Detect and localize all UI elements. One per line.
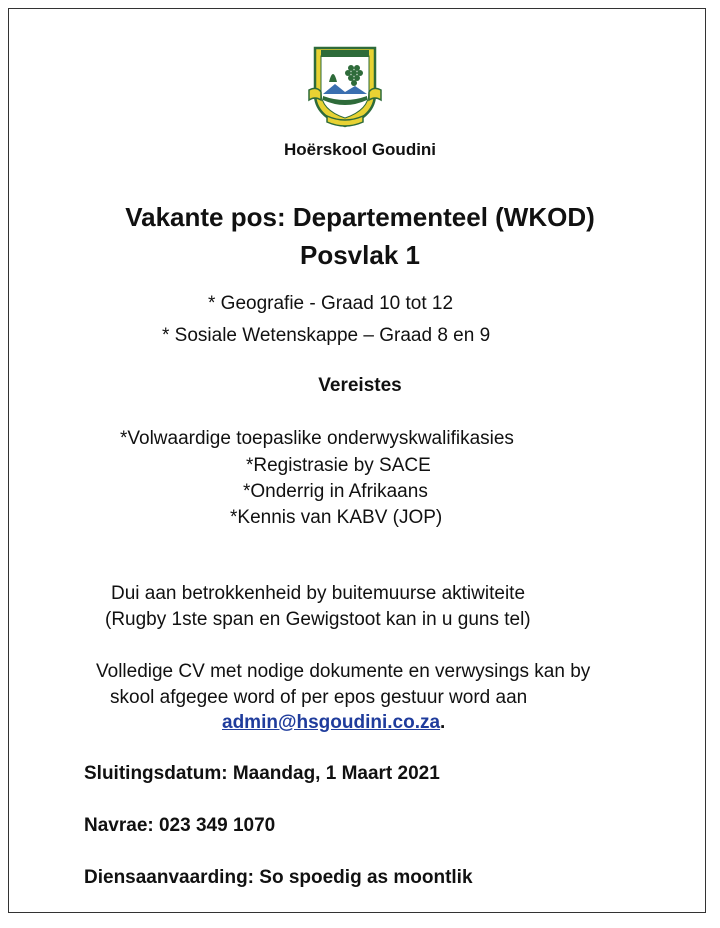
school-crest-logo (307, 42, 383, 130)
post-level: Posvlak 1 (300, 240, 420, 270)
requirement-item: *Volwaardige toepaslike onderwyskwalifikasies (120, 428, 514, 449)
email-link[interactable]: admin@hsgoudini.co.za (222, 712, 441, 733)
requirements-heading: Vereistes (318, 375, 402, 396)
involvement-note: (Rugby 1ste span en Gewigstoot kan in u guns tel) (105, 609, 531, 630)
involvement-text: Dui aan betrokkenheid by buitemuurse aktiwiteite (111, 583, 526, 604)
requirement-item: *Kennis van KABV (JOP) (230, 507, 443, 528)
enquiries: Navrae: 023 349 1070 (84, 815, 276, 836)
start-of-duty: Diensaanvaarding: So spoedig as moontlik (84, 867, 473, 888)
application-text: skool afgegee word of per epos gestuur word aan (110, 687, 528, 708)
vacancy-title: Vakante pos: Departementeel (WKOD) (125, 202, 595, 232)
requirement-item: *Onderrig in Afrikaans (243, 481, 428, 502)
subject-line: * Geografie - Graad 10 tot 12 (208, 293, 454, 314)
email-line (222, 712, 445, 734)
closing-date: Sluitingsdatum: Maandag, 1 Maart 2021 (84, 763, 440, 784)
email-suffix: . (440, 712, 446, 733)
requirement-item: *Registrasie by SACE (246, 455, 431, 476)
subject-line: * Sosiale Wetenskappe – Graad 8 en 9 (162, 325, 491, 346)
school-name: Hoërskool Goudini (283, 140, 437, 159)
application-text: Volledige CV met nodige dokumente en verwysings kan by (96, 661, 591, 682)
